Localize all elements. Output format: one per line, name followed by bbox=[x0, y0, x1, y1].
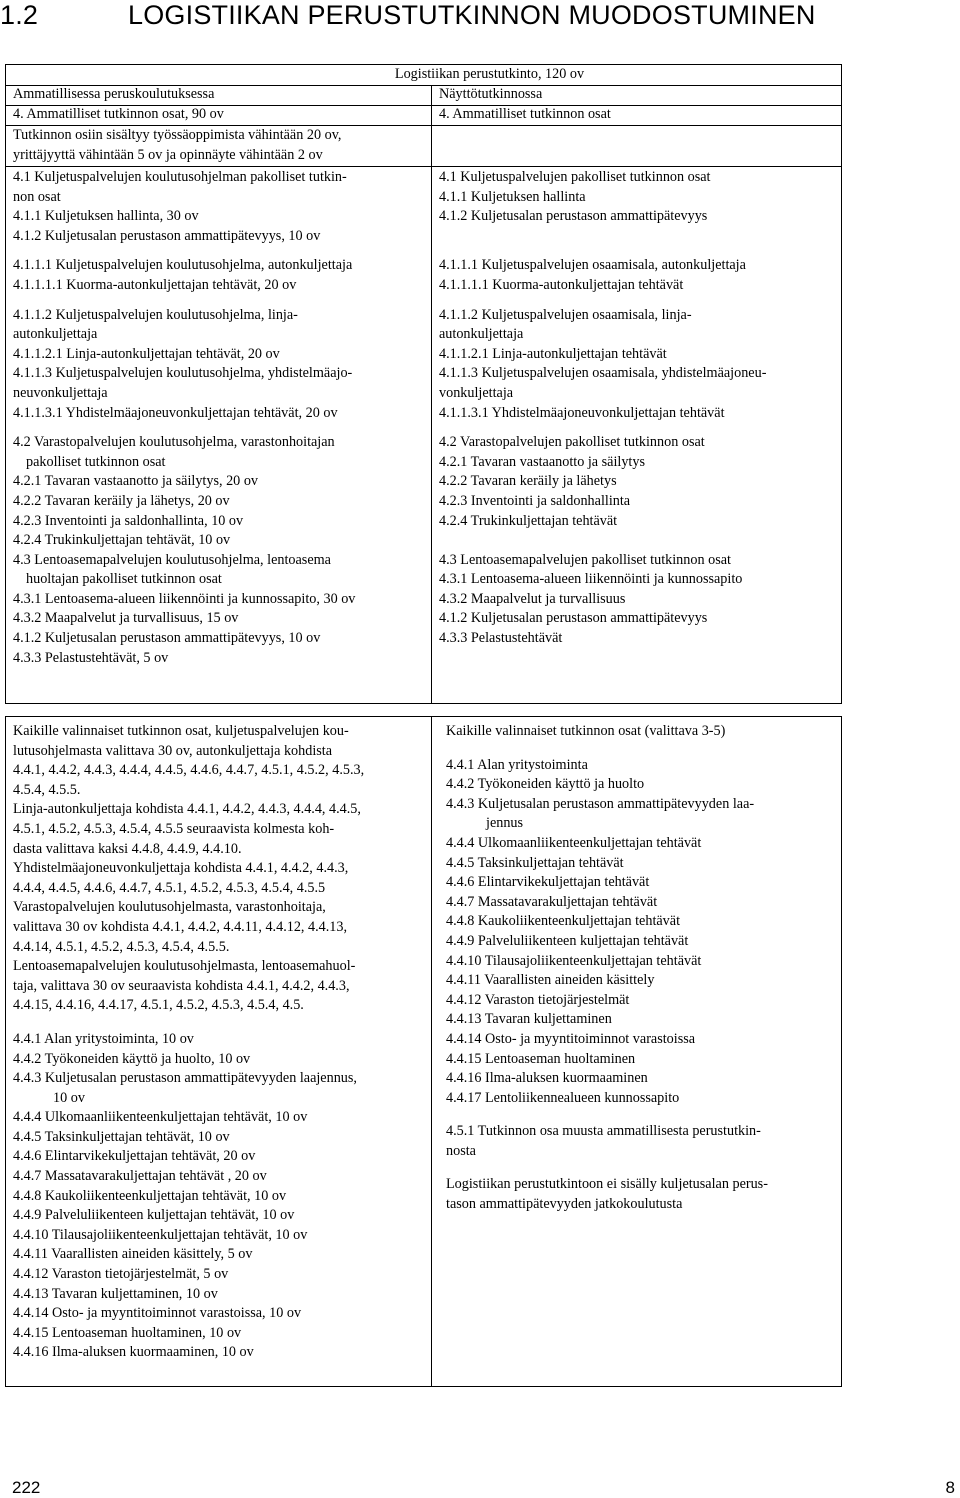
row-label-right: 4. Ammatilliset tutkinnon osat bbox=[439, 106, 611, 122]
text-line: 4.1.1.1.1 Kuorma-autonkuljettajan tehtävät bbox=[439, 276, 684, 293]
text-line: Lentoasemapalvelujen koulutusohjelmasta, lentoasemahuol- bbox=[13, 958, 356, 975]
text-line: pakolliset tutkinnon osat bbox=[26, 453, 166, 470]
text-line: Tutkinnon osiin sisältyy työssäoppimista vähintään 20 ov, bbox=[13, 127, 342, 143]
text-line: 4.1.1.2.1 Linja-autonkuljettajan tehtävät, 20 ov bbox=[13, 345, 280, 362]
section-heading bbox=[0, 0, 960, 30]
text-line: 4.4.8 Kaukoliikenteenkuljettajan tehtävät, 10 ov bbox=[13, 1187, 287, 1204]
text-line: 4.1.2 Kuljetusalan perustason ammattipätevyys, 10 ov bbox=[13, 227, 321, 244]
text-line: nosta bbox=[446, 1142, 476, 1159]
page-number: 8 bbox=[945, 1478, 955, 1497]
text-line: 4.2.2 Tavaran keräily ja lähetys bbox=[439, 473, 617, 490]
table-title: Logistiikan perustutkinto, 120 ov bbox=[394, 66, 585, 82]
column-divider bbox=[431, 717, 432, 1386]
text-line: 4.2 Varastopalvelujen pakolliset tutkinnon osat bbox=[439, 434, 705, 451]
text-line: 4.1.2 Kuljetusalan perustason ammattipätevyys bbox=[439, 208, 708, 225]
text-line: 4.4.14, 4.5.1, 4.5.2, 4.5.3, 4.5.4, 4.5.5. bbox=[13, 938, 230, 955]
text-line: 4.3.3 Pelastustehtävät bbox=[439, 630, 563, 647]
text-line: 4.2.4 Trukinkuljettajan tehtävät, 10 ov bbox=[13, 532, 231, 549]
text-line: 4.3.1 Lentoasema-alueen liikennöinti ja kunnossapito, 30 ov bbox=[13, 590, 356, 607]
text-line: 4.1.1.2 Kuljetuspalvelujen osaamisala, linja- bbox=[439, 306, 692, 323]
text-line: 4.2.3 Inventointi ja saldonhallinta bbox=[439, 492, 631, 509]
text-line: 4.4.16 Ilma-aluksen kuormaaminen bbox=[446, 1070, 648, 1087]
text-line: 4.1.1.3.1 Yhdistelmäajoneuvonkuljettajan tehtävät, 20 ov bbox=[13, 404, 338, 421]
text-line: 4.1.1.3 Kuljetuspalvelujen osaamisala, yhdistelmäajoneu- bbox=[439, 365, 767, 382]
column-divider bbox=[431, 85, 432, 703]
text-line: 4.3.1 Lentoasema-alueen liikennöinti ja kunnossapito bbox=[439, 571, 743, 588]
text-line: 4.4.12 Varaston tietojärjestelmät bbox=[446, 991, 630, 1008]
text-line: 4.4.1 Alan yritystoiminta bbox=[446, 756, 588, 773]
text-line: 4.3 Lentoasemapalvelujen pakolliset tutkinnon osat bbox=[439, 551, 731, 568]
text-line: non osat bbox=[13, 188, 61, 205]
text-line: Kaikille valinnaiset tutkinnon osat (valittava 3-5) bbox=[446, 723, 726, 739]
row-label-left: 4. Ammatilliset tutkinnon osat, 90 ov bbox=[13, 106, 224, 122]
text-line: 4.3.3 Pelastustehtävät, 5 ov bbox=[13, 649, 169, 666]
text-line: 4.4.6 Elintarvikekuljettajan tehtävät bbox=[446, 874, 650, 891]
text-line: 4.4.3 Kuljetusalan perustason ammattipätevyyden laa- bbox=[446, 795, 755, 812]
text-line: 4.4.4 Ulkomaanliikenteenkuljettajan tehtävät, 10 ov bbox=[13, 1109, 308, 1126]
text-line: 4.1.1.2.1 Linja-autonkuljettajan tehtävät bbox=[439, 345, 667, 362]
text-line: 4.1 Kuljetuspalvelujen pakolliset tutkinnon osat bbox=[439, 169, 711, 185]
elective-right bbox=[446, 722, 836, 1215]
text-line: 4.4.3 Kuljetusalan perustason ammattipätevyyden laajennus, bbox=[13, 1070, 357, 1087]
text-line: 4.3.2 Maapalvelut ja turvallisuus, 15 ov bbox=[13, 610, 239, 627]
text-line: Logistiikan perustutkintoon ei sisälly kuljetusalan perus- bbox=[446, 1176, 768, 1193]
text-line: 4.1.2 Kuljetusalan perustason ammattipätevyys bbox=[439, 610, 708, 627]
text-line: Yhdistelmäajoneuvonkuljettaja kohdista 4.4.1, 4.4.2, 4.4.3, bbox=[13, 860, 349, 877]
text-line: Kaikille valinnaiset tutkinnon osat, kuljetuspalvelujen kou- bbox=[13, 723, 349, 739]
text-line: 4.4.13 Tavaran kuljettaminen bbox=[446, 1011, 612, 1028]
text-line: 4.3.2 Maapalvelut ja turvallisuus bbox=[439, 590, 626, 607]
right-blocks bbox=[439, 168, 837, 649]
elective-table bbox=[5, 716, 842, 1387]
text-line: valittava 30 ov kohdista 4.4.1, 4.4.2, 4.4.11, 4.4.12, 4.4.13, bbox=[13, 918, 348, 935]
text-line: tason ammattipätevyyden jatkokoulutusta bbox=[446, 1196, 683, 1213]
text-line: 10 ov bbox=[53, 1089, 85, 1106]
text-line: neuvonkuljettaja bbox=[13, 384, 108, 401]
text-line: 4.4.10 Tilausajoliikenteenkuljettajan tehtävät bbox=[446, 952, 702, 969]
text-line: 4.4.6 Elintarvikekuljettajan tehtävät, 20 ov bbox=[13, 1148, 256, 1165]
text-line: 4.4.4 Ulkomaanliikenteenkuljettajan tehtävät bbox=[446, 834, 702, 851]
page-footer-left: 222 bbox=[12, 1478, 41, 1497]
text-line: yrittäjyyttä vähintään 5 ov ja opinnäyte vähintään 2 ov bbox=[13, 146, 323, 163]
text-line: 4.4.7 Massatavarakuljettajan tehtävät , 20 ov bbox=[13, 1168, 267, 1185]
text-line: 4.4.17 Lentoliikennealueen kunnossapito bbox=[446, 1089, 680, 1106]
section-number: 1.2 bbox=[0, 0, 39, 30]
text-line: 4.1.1 Kuljetuksen hallinta bbox=[439, 188, 586, 205]
text-line: 4.2.3 Inventointi ja saldonhallinta, 10 ov bbox=[13, 512, 244, 529]
text-line: 4.5.1 Tutkinnon osa muusta ammatillisesta perustutkin- bbox=[446, 1123, 761, 1140]
text-line: jennus bbox=[486, 815, 524, 832]
text-line: 4.4.13 Tavaran kuljettaminen, 10 ov bbox=[13, 1285, 218, 1302]
text-line: 4.1.1.1 Kuljetuspalvelujen koulutusohjelma, autonkuljettaja bbox=[13, 257, 353, 274]
section-title: LOGISTIIKAN PERUSTUTKINNON MUODOSTUMINEN bbox=[128, 0, 816, 30]
curriculum-table bbox=[5, 64, 842, 704]
text-line: 4.5.4, 4.5.5. bbox=[13, 781, 81, 798]
text-line: huoltajan pakolliset tutkinnon osat bbox=[26, 571, 222, 588]
text-line: vonkuljettaja bbox=[439, 384, 514, 401]
text-line: 4.4.10 Tilausajoliikenteenkuljettajan tehtävät, 10 ov bbox=[13, 1226, 308, 1243]
text-line: 4.4.5 Taksinkuljettajan tehtävät, 10 ov bbox=[13, 1128, 230, 1145]
text-line: 4.4.8 Kaukoliikenteenkuljettajan tehtävät bbox=[446, 913, 681, 930]
text-line: 4.1.1 Kuljetuksen hallinta, 30 ov bbox=[13, 208, 199, 225]
text-line: 4.4.9 Palveluliikenteen kuljettajan tehtävät, 10 ov bbox=[13, 1207, 295, 1224]
col-header-right: Näyttötutkinnossa bbox=[439, 86, 543, 102]
left-blocks bbox=[13, 168, 423, 668]
text-line: 4.2 Varastopalvelujen koulutusohjelma, varastonhoitajan bbox=[13, 434, 335, 451]
text-line: 4.4.1, 4.4.2, 4.4.3, 4.4.4, 4.4.5, 4.4.6, 4.4.7, 4.5.1, 4.5.2, 4.5.3, bbox=[13, 762, 365, 779]
text-line: 4.4.5 Taksinkuljettajan tehtävät bbox=[446, 854, 624, 871]
text-line: 4.4.15 Lentoaseman huoltaminen bbox=[446, 1050, 636, 1067]
text-line: lutusohjelmasta valittava 30 ov, autonkuljettaja kohdista bbox=[13, 742, 333, 759]
text-line: 4.4.11 Vaarallisten aineiden käsittely, 5 ov bbox=[13, 1246, 253, 1263]
text-line: 4.2.1 Tavaran vastaanotto ja säilytys, 20 ov bbox=[13, 473, 259, 490]
text-line: 4.4.2 Työkoneiden käyttö ja huolto bbox=[446, 776, 645, 793]
text-line: autonkuljettaja bbox=[13, 326, 98, 343]
workplace-learning-note bbox=[13, 126, 341, 165]
text-line: dasta valittava kaksi 4.4.8, 4.4.9, 4.4.10. bbox=[13, 840, 242, 857]
text-line: 4.1.1.1 Kuljetuspalvelujen osaamisala, autonkuljettaja bbox=[439, 257, 746, 274]
text-line: 4.2.2 Tavaran keräily ja lähetys, 20 ov bbox=[13, 492, 230, 509]
text-line: 4.4.15 Lentoaseman huoltaminen, 10 ov bbox=[13, 1324, 242, 1341]
text-line: 4.4.15, 4.4.16, 4.4.17, 4.5.1, 4.5.2, 4.5.3, 4.5.4, 4.5. bbox=[13, 997, 304, 1014]
text-line: 4.4.12 Varaston tietojärjestelmät, 5 ov bbox=[13, 1266, 229, 1283]
text-line: 4.4.11 Vaarallisten aineiden käsittely bbox=[446, 972, 655, 989]
text-line: 4.4.2 Työkoneiden käyttö ja huolto, 10 ov bbox=[13, 1050, 251, 1067]
text-line: Varastopalvelujen koulutusohjelmasta, varastonhoitaja, bbox=[13, 899, 326, 916]
elective-left bbox=[13, 722, 425, 1363]
text-line: 4.2.4 Trukinkuljettajan tehtävät bbox=[439, 512, 618, 529]
text-line: 4.1.1.3 Kuljetuspalvelujen koulutusohjelma, yhdistelmäajo- bbox=[13, 365, 353, 382]
text-line: 4.1.1.1.1 Kuorma-autonkuljettajan tehtävät, 20 ov bbox=[13, 276, 297, 293]
text-line: 4.2.1 Tavaran vastaanotto ja säilytys bbox=[439, 453, 645, 470]
text-line: autonkuljettaja bbox=[439, 326, 524, 343]
text-line: 4.4.14 Osto- ja myyntitoiminnot varastoissa bbox=[446, 1030, 696, 1047]
text-line: 4.4.1 Alan yritystoiminta, 10 ov bbox=[13, 1030, 194, 1047]
text-line: Linja-autonkuljettaja kohdista 4.4.1, 4.4.2, 4.4.3, 4.4.4, 4.4.5, bbox=[13, 801, 361, 818]
row-divider bbox=[6, 166, 841, 167]
text-line: 4.3 Lentoasemapalvelujen koulutusohjelma, lentoasema bbox=[13, 551, 331, 568]
text-line: 4.4.16 Ilma-aluksen kuormaaminen, 10 ov bbox=[13, 1344, 254, 1361]
col-header-left: Ammatillisessa peruskoulutuksessa bbox=[13, 86, 215, 102]
text-line: 4.1 Kuljetuspalvelujen koulutusohjelman pakolliset tutkin- bbox=[13, 169, 347, 185]
text-line: 4.4.14 Osto- ja myyntitoiminnot varastoissa, 10 ov bbox=[13, 1305, 302, 1322]
text-line: 4.5.1, 4.5.2, 4.5.3, 4.5.4, 4.5.5 seuraavista kolmesta koh- bbox=[13, 820, 335, 837]
text-line: 4.1.1.3.1 Yhdistelmäajoneuvonkuljettajan tehtävät bbox=[439, 404, 725, 421]
text-line: 4.4.7 Massatavarakuljettajan tehtävät bbox=[446, 893, 658, 910]
text-line: 4.1.1.2 Kuljetuspalvelujen koulutusohjelma, linja- bbox=[13, 306, 298, 323]
text-line: 4.4.9 Palveluliikenteen kuljettajan tehtävät bbox=[446, 932, 689, 949]
text-line: 4.4.4, 4.4.5, 4.4.6, 4.4.7, 4.5.1, 4.5.2, 4.5.3, 4.5.4, 4.5.5 bbox=[13, 879, 326, 896]
text-line: taja, valittava 30 ov seuraavista kohdista 4.4.1, 4.4.2, 4.4.3, bbox=[13, 977, 350, 994]
text-line: 4.1.2 Kuljetusalan perustason ammattipätevyys, 10 ov bbox=[13, 630, 321, 647]
